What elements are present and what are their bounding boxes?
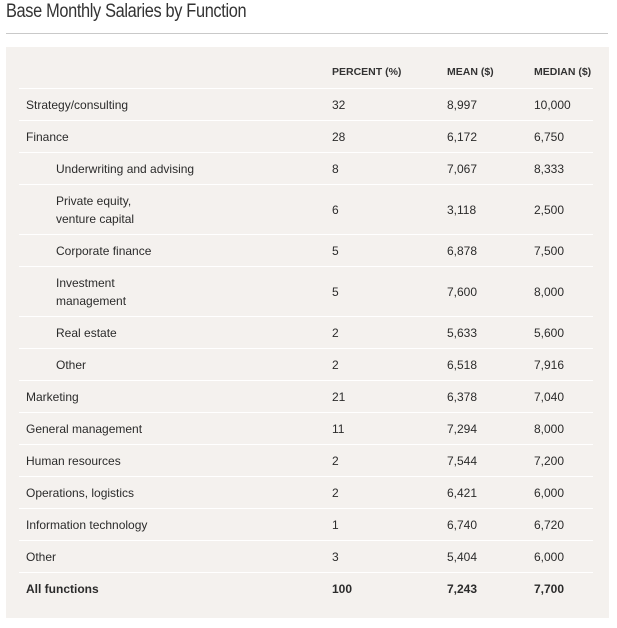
row-median: 2,500 (534, 185, 593, 235)
table-row (19, 445, 593, 477)
row-label-line: Private equity, (56, 193, 132, 208)
row-mean: 5,404 (447, 541, 534, 573)
row-label-line: management (56, 293, 127, 308)
row-mean: 6,421 (447, 477, 534, 509)
table-row (19, 349, 593, 381)
header-percent: PERCENT (%) (332, 56, 447, 89)
table-row (19, 381, 593, 413)
row-mean: 7,294 (447, 413, 534, 445)
row-median: 5,600 (534, 317, 593, 349)
row-percent: 1 (332, 509, 447, 541)
salary-table-panel (6, 47, 609, 618)
row-percent: 5 (332, 235, 447, 267)
row-label-line: venture capital (56, 211, 135, 226)
row-label: Other (19, 349, 332, 381)
row-mean: 8,997 (447, 89, 534, 121)
row-median: 6,000 (534, 477, 593, 509)
row-percent: 3 (332, 541, 447, 573)
table-row (19, 121, 593, 153)
row-label: Operations, logistics (19, 477, 332, 509)
row-label: Real estate (19, 317, 332, 349)
row-median: 8,000 (534, 413, 593, 445)
table-total-row (19, 573, 593, 605)
table-row (19, 317, 593, 349)
row-mean: 6,878 (447, 235, 534, 267)
table-row (19, 153, 593, 185)
row-median: 8,000 (534, 267, 593, 317)
row-mean: 7,067 (447, 153, 534, 185)
row-label: Information technology (19, 509, 332, 541)
row-median: 7,500 (534, 235, 593, 267)
row-median: 6,000 (534, 541, 593, 573)
row-label: General management (19, 413, 332, 445)
table-row (19, 509, 593, 541)
row-percent: 100 (332, 581, 353, 596)
row-median: 7,700 (534, 581, 565, 596)
row-median: 10,000 (534, 89, 593, 121)
table-row (19, 235, 593, 267)
table-row (19, 477, 593, 509)
row-percent: 32 (332, 89, 447, 121)
row-mean: 3,118 (447, 185, 534, 235)
row-percent: 11 (332, 413, 447, 445)
table-row (19, 89, 593, 121)
row-label: Finance (19, 121, 332, 153)
row-median: 6,750 (534, 121, 593, 153)
page-title: Base Monthly Salaries by Function (6, 1, 247, 22)
row-percent: 2 (332, 349, 447, 381)
row-label: Corporate finance (19, 235, 332, 267)
row-percent: 2 (332, 317, 447, 349)
title-divider (6, 33, 608, 34)
row-mean: 7,544 (447, 445, 534, 477)
table-header-row (19, 56, 593, 89)
row-mean: 6,378 (447, 381, 534, 413)
row-percent: 28 (332, 121, 447, 153)
row-label (19, 185, 332, 235)
row-label: Strategy/consulting (19, 89, 332, 121)
row-label: Other (19, 541, 332, 573)
table-row (19, 185, 593, 235)
header-median: MEDIAN ($) (534, 56, 593, 89)
row-mean: 6,518 (447, 349, 534, 381)
row-percent: 21 (332, 381, 447, 413)
row-median: 6,720 (534, 509, 593, 541)
row-percent: 2 (332, 477, 447, 509)
row-percent: 8 (332, 153, 447, 185)
table-row (19, 413, 593, 445)
row-median: 7,200 (534, 445, 593, 477)
header-mean: MEAN ($) (447, 56, 534, 89)
header-function (19, 56, 332, 89)
row-label (19, 267, 332, 317)
row-mean: 7,600 (447, 267, 534, 317)
row-mean: 6,740 (447, 509, 534, 541)
row-label: Underwriting and advising (19, 153, 332, 185)
row-mean: 6,172 (447, 121, 534, 153)
row-label: Human resources (19, 445, 332, 477)
row-percent: 6 (332, 185, 447, 235)
row-median: 8,333 (534, 153, 593, 185)
row-label: Marketing (19, 381, 332, 413)
row-label: All functions (26, 581, 99, 596)
row-mean: 5,633 (447, 317, 534, 349)
row-median: 7,916 (534, 349, 593, 381)
table-row (19, 541, 593, 573)
salary-table (19, 56, 593, 604)
row-mean: 7,243 (447, 581, 478, 596)
row-label-line: Investment (56, 275, 115, 290)
row-median: 7,040 (534, 381, 593, 413)
table-row (19, 267, 593, 317)
row-percent: 5 (332, 267, 447, 317)
row-percent: 2 (332, 445, 447, 477)
